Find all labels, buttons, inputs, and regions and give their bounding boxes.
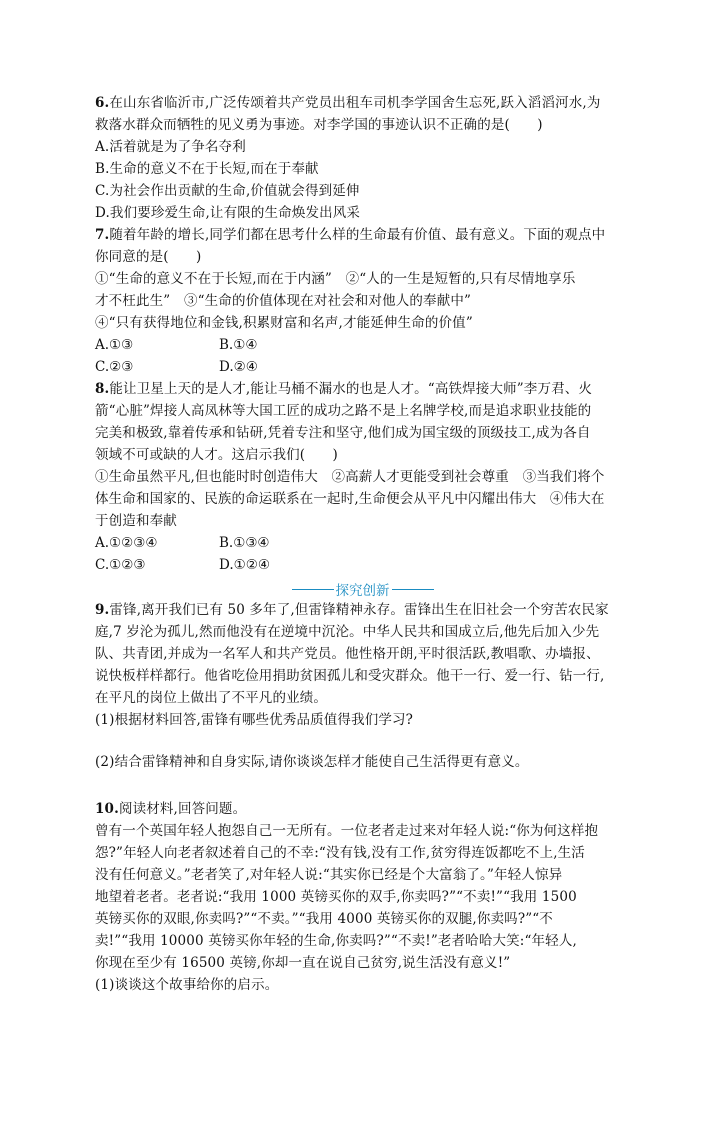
q6-option-c: C.为社会作出贡献的生命,价值就会得到延伸 [95, 183, 360, 199]
section-rule-right [392, 589, 434, 590]
q6-option-d: D.我们要珍爱生命,让有限的生命焕发出风采 [95, 205, 361, 221]
q7-option-d: D.②④ [219, 359, 258, 375]
q7-option-c: C.②③ [95, 359, 134, 375]
q7-stem-line-4: 才不枉此生” ③“生命的价值体现在对社会和对他人的奉献中” [95, 293, 472, 309]
q6-stem-line-1: 6.在山东省临沂市,广泛传颂着共产党员出租车司机李学国舍生忘死,跃入滔滔河水,为 [95, 95, 601, 111]
q7-number: 7. [95, 227, 110, 243]
question-9 [95, 599, 630, 773]
q9-stem-line-1: 9.雷锋,离开我们已有 50 多年了,但雷锋精神永存。雷锋出生在旧社会一个穷苦农民家 [95, 602, 609, 618]
q8-option-d: D.①②④ [219, 557, 270, 573]
q6-option-b: B.生命的意义不在于长短,而在于奉献 [95, 161, 319, 177]
q8-option-a: A.①②③④ [95, 535, 158, 551]
question-8 [95, 378, 630, 576]
q8-option-b: B.①③④ [219, 535, 270, 551]
q10-stem-line-1: 曾有一个英国年轻人抱怨自己一无所有。一位老者走过来对年轻人说:“你为何这样抱 [95, 823, 599, 839]
q10-stem-line-5: 英镑买你的双眼,你卖吗?”“不卖。”“我用 4000 英镑买你的双腿,你卖吗?”“不 [95, 911, 553, 927]
q9-stem-line-2: 庭,7 岁沦为孤儿,然而他没有在逆境中沉沦。中华人民共和国成立后,他先后加入少先 [95, 624, 600, 640]
q9-sub-question-1: (1)根据材料回答,雷锋有哪些优秀品质值得我们学习? [95, 712, 414, 728]
q7-stem-line-3: ①“生命的意义不在于长短,而在于内涵” ②“人的一生是短暂的,只有尽情地享乐 [95, 271, 576, 287]
q8-number: 8. [95, 381, 110, 397]
q9-sub-question-2: (2)结合雷锋精神和自身实际,请你谈谈怎样才能使自己生活得更有意义。 [95, 754, 529, 770]
q8-options-row-2 [95, 554, 630, 576]
q9-answer-space-2 [95, 773, 630, 798]
worksheet-page [95, 92, 630, 996]
q10-stem-line-7: 你现在至少有 16500 英镑,你却一直在说自己贫穷,说生活没有意义!” [95, 955, 511, 971]
q7-option-b: B.①④ [219, 337, 258, 353]
q9-stem-line-4: 说快板样样都行。他省吃俭用捐助贫困孤儿和受灾群众。他干一行、爱一行、钻一行, [95, 668, 605, 684]
q8-stem-line-7: 于创造和奉献 [95, 513, 177, 529]
q6-option-a: A.活着就是为了争名夺利 [95, 139, 246, 155]
q8-option-c: C.①②③ [95, 557, 146, 573]
question-10 [95, 798, 630, 996]
q7-options-row-2 [95, 356, 630, 378]
q9-stem-line-3: 队、共青团,并成为一名军人和共产党员。他性格开朗,平时很活跃,教唱歌、办墙报、 [95, 646, 600, 662]
question-6 [95, 92, 630, 224]
q9-number: 9. [95, 602, 110, 618]
q8-stem-line-2: 箭“心脏”焊接人高凤林等大国工匠的成功之路不是上名牌学校,而是追求职业技能的 [95, 403, 592, 419]
q8-options-row-1 [95, 532, 630, 554]
q8-stem-line-4: 领域不可或缺的人才。这启示我们( ) [95, 447, 338, 463]
q7-stem-line-2: 你同意的是( ) [95, 249, 202, 265]
q8-stem-line-5: ①生命虽然平凡,但也能时时创造伟大 ②高薪人才更能受到社会尊重 ③当我们将个 [95, 469, 605, 485]
section-title: 探究创新 [335, 583, 390, 599]
q10-sub-question-1: (1)谈谈这个故事给你的启示。 [95, 977, 279, 993]
q6-stem-line-2: 救落水群众而牺牲的见义勇为事迹。对李学国的事迹认识不正确的是( ) [95, 117, 543, 133]
q10-heading: 10.阅读材料,回答问题。 [95, 801, 247, 817]
q7-stem-line-1: 7.随着年龄的增长,同学们都在思考什么样的生命最有价值、最有意义。下面的观点中 [95, 227, 606, 243]
q9-answer-space-1 [95, 731, 630, 751]
q7-stem-line-5: ④“只有获得地位和金钱,积累财富和名声,才能延伸生命的价值” [95, 315, 473, 331]
q8-stem-line-6: 体生命和国家的、民族的命运联系在一起时,生命便会从平凡中闪耀出伟大 ④伟大在 [95, 491, 605, 507]
q7-options-row-1 [95, 334, 630, 356]
q10-stem-line-6: 卖!”“我用 10000 英镑买你年轻的生命,你卖吗?”“不卖!”老者哈哈大笑:“年轻人, [95, 933, 577, 949]
section-heading [95, 577, 630, 601]
q7-option-a: A.①③ [95, 337, 134, 353]
q6-number: 6. [95, 95, 110, 111]
question-7 [95, 224, 630, 378]
q10-stem-line-4: 地望着老者。老者说:“我用 1000 英镑买你的双手,你卖吗?”“不卖!”“我用 1500 [95, 889, 577, 905]
q10-number: 10. [95, 801, 119, 817]
q9-stem-line-5: 在平凡的岗位上做出了不平凡的业绩。 [95, 690, 328, 706]
q10-stem-line-3: 没有任何意义。”老者笑了,对年轻人说:“其实你已经是个大富翁了。”年轻人惊异 [95, 867, 563, 883]
q8-stem-line-3: 完美和极致,靠着传承和钻研,凭着专注和坚守,他们成为国宝级的顶级技工,成为各自 [95, 425, 591, 441]
q10-stem-line-2: 怨?”年轻人向老者叙述着自己的不幸:“没有钱,没有工作,贫穷得连饭都吃不上,生活 [95, 845, 585, 861]
section-rule-left [292, 589, 334, 590]
q8-stem-line-1: 8.能让卫星上天的是人才,能让马桶不漏水的也是人才。“高铁焊接大师”李万君、火 [95, 381, 593, 397]
